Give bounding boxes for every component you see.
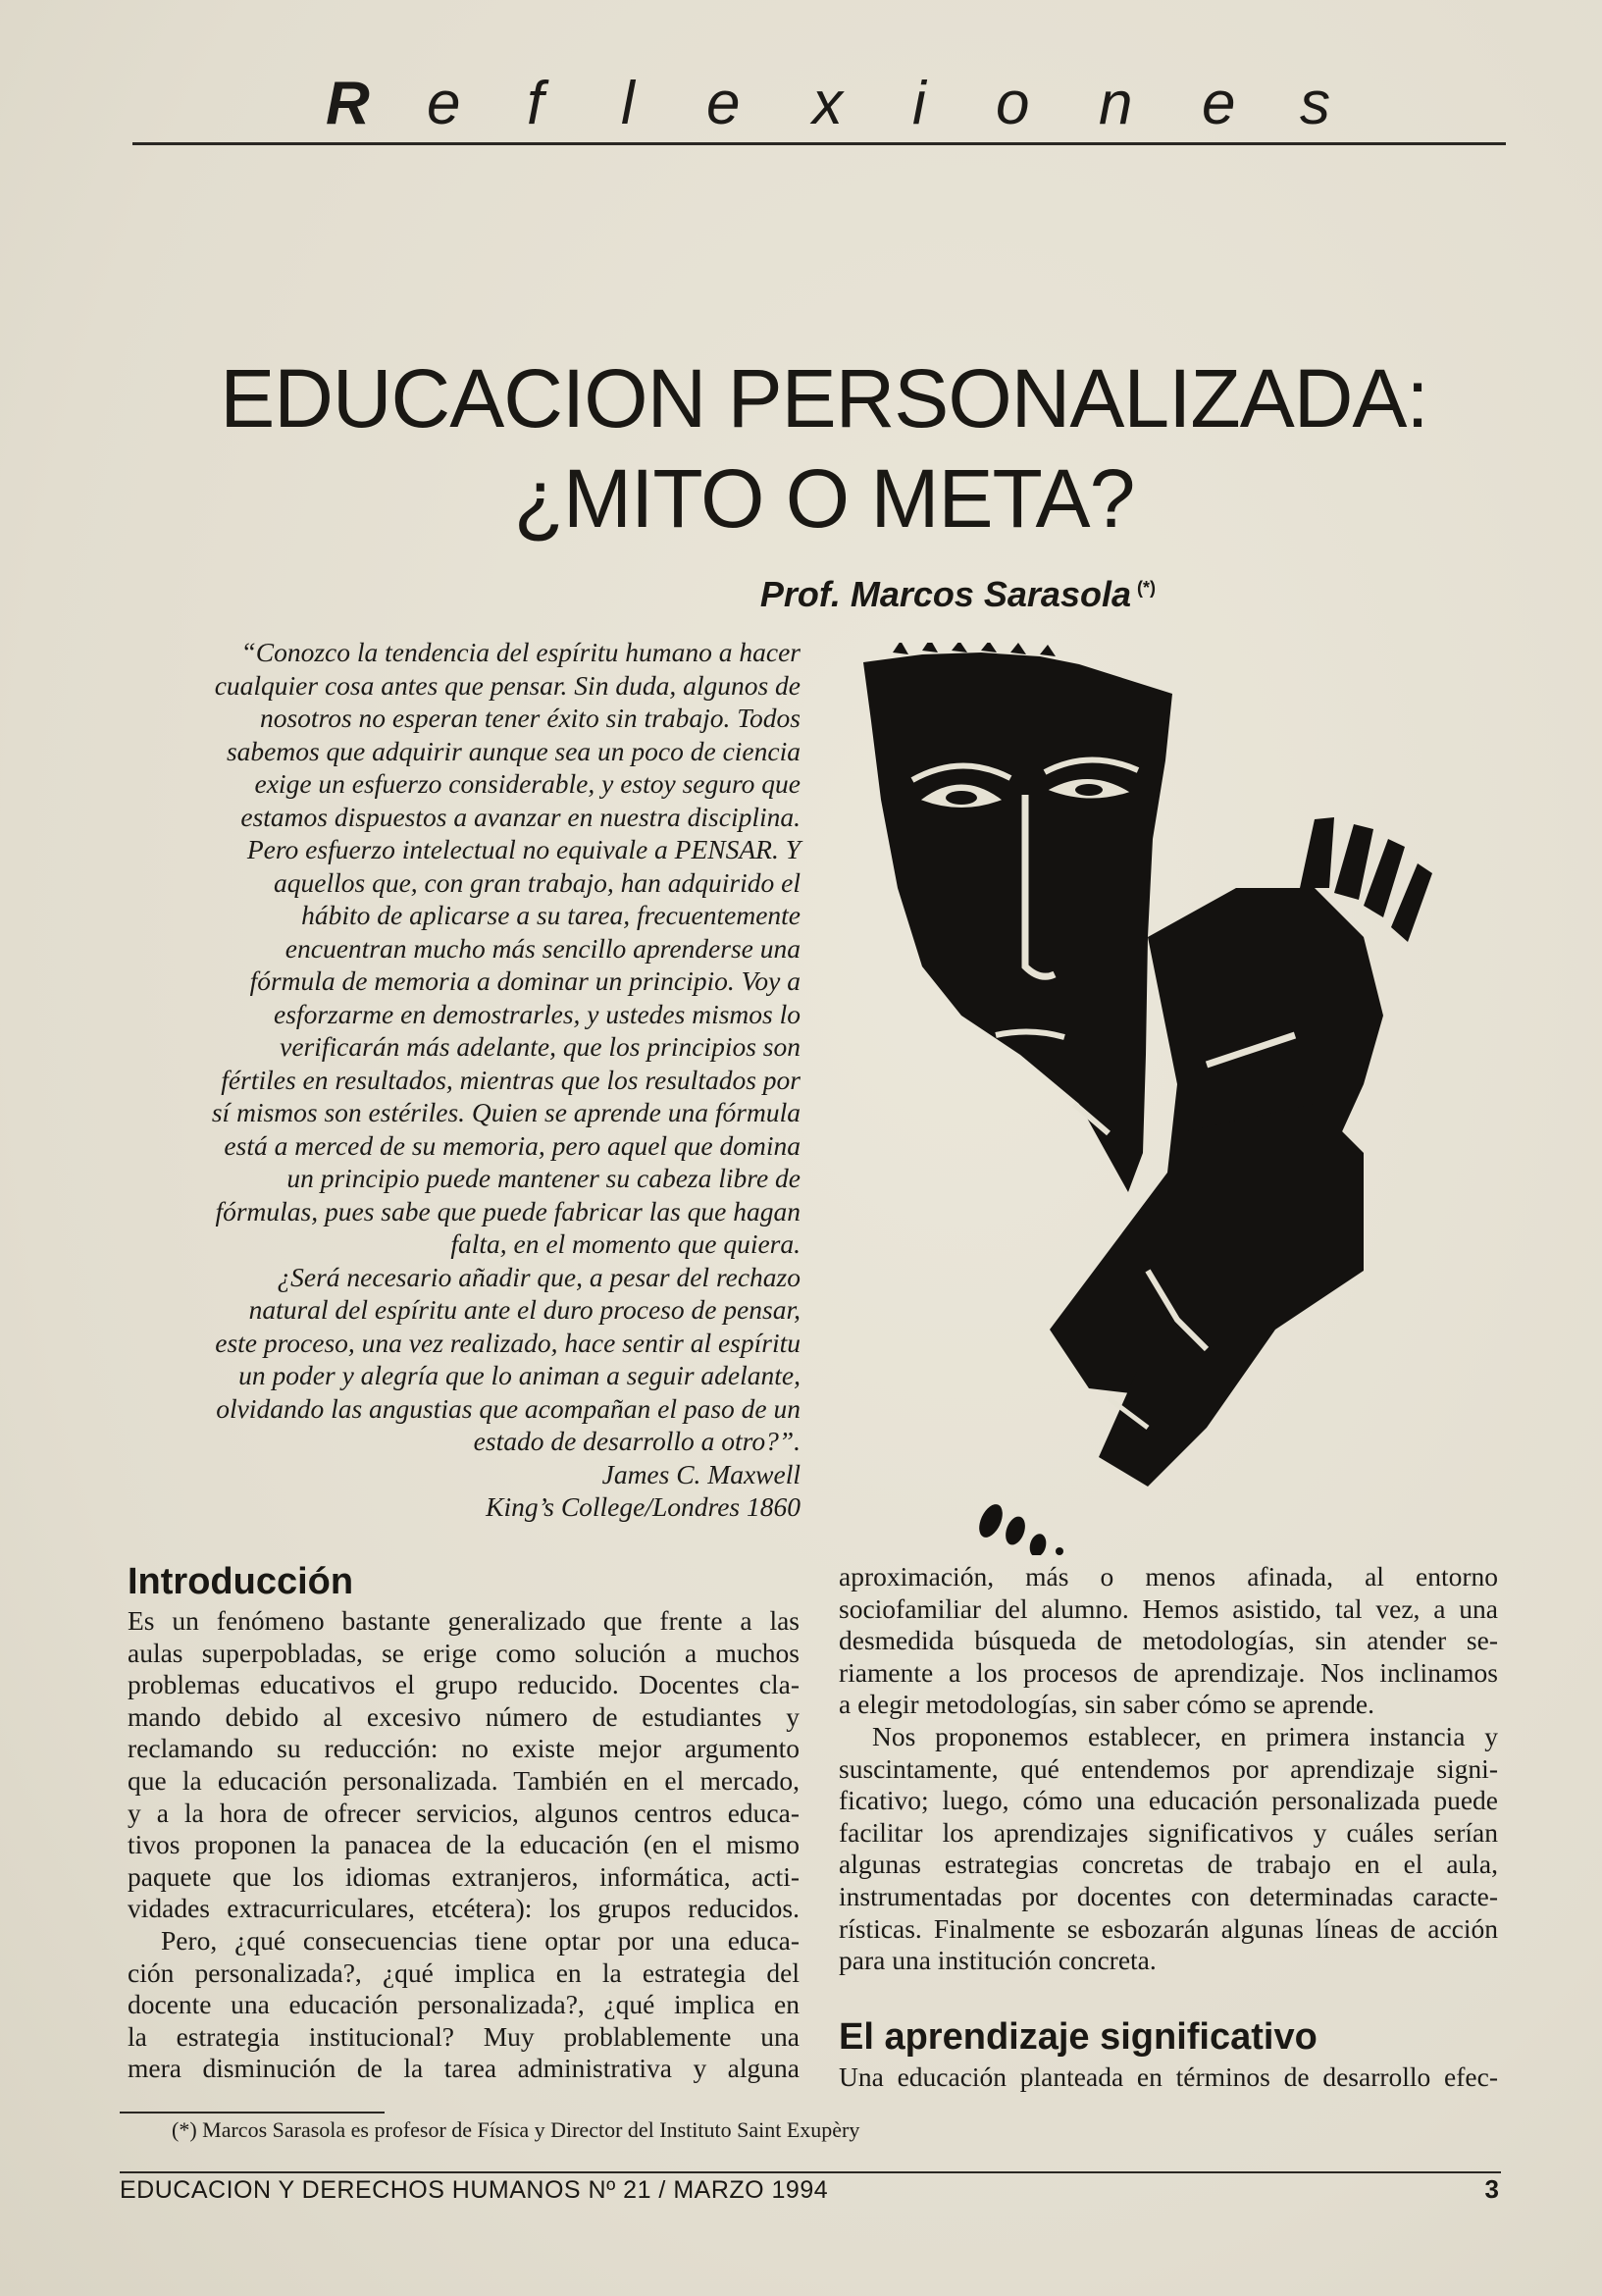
quote-line: un principio puede mantener su cabeza libre de	[286, 1163, 801, 1193]
quote-line: está a merced de su memoria, pero aquel que domina	[224, 1129, 801, 1161]
quote-line: falta, en el momento que quiera.	[450, 1228, 801, 1259]
quote-line: esforzarme en demostrarles, y ustedes mismos lo	[274, 998, 801, 1029]
body-line: aproximación, más o menos afinada, al entorno	[839, 1561, 1498, 1592]
quote-signature-place: King’s College/Londres 1860	[486, 1491, 801, 1522]
author-byline	[760, 574, 1156, 615]
body-line: facilitar los aprendizajes significativos y cuáles serían	[839, 1816, 1498, 1848]
author-footnote-mark: (*)	[1137, 578, 1156, 598]
quote-line: este proceso, una vez realizado, hace sentir al espíritu	[215, 1327, 801, 1358]
quote-line: estado de desarrollo a otro?”.	[473, 1426, 801, 1456]
footnote: (*) Marcos Sarasola es profesor de Física y Director del Instituto Saint Exupèry	[172, 2117, 860, 2142]
quote-line: cualquier cosa antes que pensar. Sin duda, algunos de	[214, 669, 801, 701]
section-letter: x	[812, 70, 843, 137]
body-line: ción personalizada?, ¿qué implica en la estrategia del	[128, 1957, 800, 1988]
footer-rule	[120, 2171, 1501, 2173]
section-letter: R	[326, 70, 370, 137]
quote-line: olvidando las angustias que acompañan el paso de un	[216, 1392, 801, 1424]
body-line: suscintamente, qué entendemos por aprendizaje signi-	[839, 1752, 1498, 1784]
body-line: Nos proponemos establecer, en primera instancia y	[872, 1720, 1498, 1751]
body-line: que la educación personalizada. También en el mercado,	[128, 1764, 800, 1796]
aprendizaje-heading: El aprendizaje significativo	[839, 2016, 1318, 2058]
quote-line: fértiles en resultados, mientras que los resultados por	[221, 1064, 801, 1095]
body-line: vidades extracurriculares, etcétera): los grupos reducidos.	[128, 1893, 800, 1924]
quote-line: “Conozco la tendencia del espíritu humano a hacer	[240, 637, 801, 667]
body-line: mando debido al excesivo número de estudiantes y	[128, 1700, 800, 1732]
quote-line: fórmulas, pues sabe que puede fabricar las que hagan	[215, 1195, 801, 1226]
author-name: Prof. Marcos Sarasola	[759, 574, 1131, 614]
body-line: rísticas. Finalmente se esbozarán algunas líneas de acción	[839, 1912, 1498, 1944]
face-illustration	[853, 643, 1530, 1555]
section-header	[132, 61, 1506, 139]
body-line: y a la hora de ofrecer servicios, algunos centros educa-	[128, 1797, 800, 1828]
body-line: ficativo; luego, cómo una educación personalizada puede	[839, 1785, 1498, 1816]
quote-line: encuentran mucho más sencillo aprenderse una	[284, 932, 801, 964]
body-line: docente una educación personalizada?, ¿qué implica en	[128, 1989, 800, 2020]
footnote-rule	[120, 2112, 385, 2113]
header-rule	[132, 142, 1506, 145]
body-line: mera disminución de la tarea administrativa y alguna	[128, 2053, 800, 2084]
section-letter: f	[527, 70, 544, 137]
quote-line: estamos dispuestos a avanzar en nuestra disciplina.	[240, 801, 801, 832]
body-line: problemas educativos el grupo reducido. Docentes cla-	[128, 1669, 800, 1700]
quote-line: un poder y alegría que lo animan a seguir adelante,	[238, 1360, 801, 1390]
quote-line: hábito de aplicarse a su tarea, frecuentemente	[301, 900, 801, 930]
section-letter: o	[996, 70, 1030, 137]
title-line: EDUCACION PERSONALIZADA:	[220, 352, 1428, 444]
section-letter: n	[1099, 70, 1133, 137]
body-line: instrumentadas por docentes con determinadas caracte-	[839, 1880, 1498, 1911]
body-line: la estrategia institucional? Muy problablemente una	[128, 2020, 800, 2052]
quote-line: sabemos que adquirir aunque sea un poco de ciencia	[226, 735, 801, 766]
quote-line: verificarán más adelante, que los principios son	[280, 1031, 801, 1062]
quote-line: aquellos que, con gran trabajo, han adquirido el	[274, 866, 801, 898]
quote-line: exige un esfuerzo considerable, y estoy seguro que	[254, 768, 801, 799]
quote-signature-name: James C. Maxwell	[601, 1458, 801, 1489]
body-line: aulas superpobladas, se erige como solución a muchos	[128, 1637, 800, 1668]
body-line: sociofamiliar del alumno. Hemos asistido, tal vez, a una	[839, 1592, 1498, 1624]
body-line: algunas estrategias concretas de trabajo en el aula,	[839, 1849, 1498, 1880]
publication-footer: EDUCACION Y DERECHOS HUMANOS Nº 21 / MARZO 1994	[120, 2176, 829, 2204]
section-letter: e	[427, 70, 461, 137]
body-line: Es un fenómeno bastante generalizado que frente a las	[128, 1605, 800, 1636]
aprendizaje-body	[839, 2061, 1498, 2094]
section-letter: e	[1202, 70, 1236, 137]
quote-line: sí mismos son estériles. Quien se aprende una fórmula	[211, 1097, 801, 1127]
section-letter: e	[706, 70, 741, 137]
body-line: paquete que los idiomas extranjeros, informática, acti-	[128, 1860, 800, 1892]
right-column-body	[839, 1561, 1498, 1977]
section-letter: l	[621, 70, 635, 137]
body-line: tivos proponen la panacea de la educación (en el mismo	[128, 1829, 800, 1860]
body-line: Una educación planteada en términos de desarrollo efec-	[839, 2061, 1498, 2092]
body-line: desmedida búsqueda de metodologías, sin atender se-	[839, 1625, 1498, 1656]
body-line: reclamando su reducción: no existe mejor argumento	[128, 1733, 800, 1764]
body-line: para una institución concreta.	[839, 1945, 1157, 1976]
quote-line: ¿Será necesario añadir que, a pesar del rechazo	[277, 1261, 801, 1292]
quote-line: natural del espíritu ante el duro proceso de pensar,	[248, 1294, 801, 1325]
introduccion-heading: Introducción	[128, 1561, 354, 1602]
epigraph-quote	[116, 636, 801, 1524]
body-line: Pero, ¿qué consecuencias tiene optar por una educa-	[161, 1924, 800, 1956]
page-number: 3	[1484, 2174, 1499, 2204]
body-line: a elegir metodologías, sin saber cómo se aprende.	[839, 1689, 1374, 1720]
quote-line: fórmula de memoria a dominar un principio. Voy a	[249, 965, 801, 996]
section-letter: i	[912, 70, 926, 137]
title-line: ¿MITO O META?	[513, 452, 1135, 545]
body-line: riamente a los procesos de aprendizaje. Nos inclinamos	[839, 1656, 1498, 1688]
quote-line: Pero esfuerzo intelectual no equivale a PENSAR. Y	[246, 834, 801, 864]
quote-line: nosotros no esperan tener éxito sin trabajo. Todos	[259, 703, 801, 733]
article-title	[132, 348, 1516, 548]
introduccion-body	[128, 1605, 800, 2085]
section-letter: s	[1300, 70, 1330, 137]
